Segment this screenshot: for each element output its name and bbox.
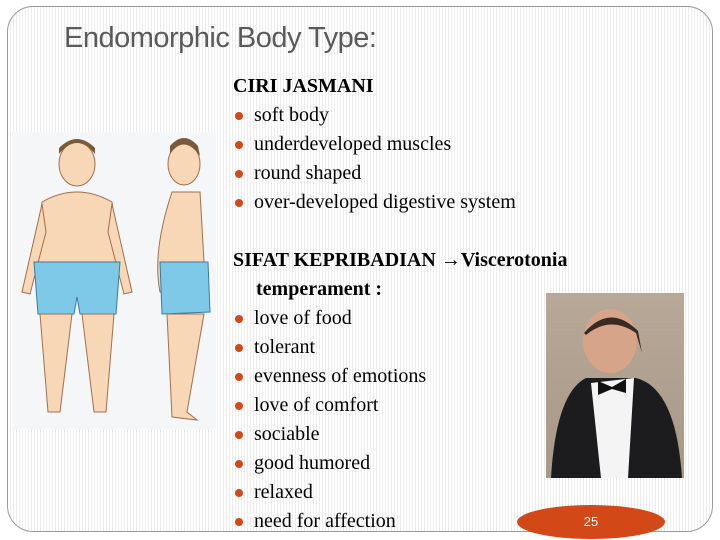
list-item: love of food (233, 304, 633, 333)
bullet-icon (235, 373, 243, 381)
bullet-icon (235, 170, 243, 178)
list-item: underdeveloped muscles (233, 130, 633, 159)
page-number-badge: 25 (517, 505, 665, 539)
list-item: soft body (233, 101, 633, 130)
endomorph-person-photo (546, 293, 684, 478)
list-item: evenness of emotions (233, 362, 633, 391)
sifat-kepribadian-heading: SIFAT KEPRIBADIAN →Viscerotonia (233, 249, 568, 271)
bullet-icon (235, 402, 243, 410)
list-item: love of comfort (233, 391, 633, 420)
bullet-icon (235, 431, 243, 439)
list-item: relaxed (233, 478, 633, 507)
ciri-jasmani-heading: CIRI JASMANI (233, 75, 374, 97)
bullet-icon (235, 460, 243, 468)
sifat-kepribadian-heading-cont: temperament : (256, 278, 383, 300)
bullet-icon (235, 141, 243, 149)
bullet-icon (235, 315, 243, 323)
bullet-icon (235, 518, 243, 526)
bullet-icon (235, 489, 243, 497)
list-item: round shaped (233, 159, 633, 188)
list-item: good humored (233, 449, 633, 478)
bullet-icon (235, 344, 243, 352)
list-item: tolerant (233, 333, 633, 362)
bullet-icon (235, 199, 243, 207)
bullet-icon (235, 112, 243, 120)
endomorph-body-illustration (12, 132, 216, 430)
physical-traits-list (233, 101, 633, 217)
list-item: need for affection (233, 507, 633, 536)
list-item: over-developed digestive system (233, 188, 633, 217)
slide-title: Endomorphic Body Type: (64, 22, 377, 54)
list-item: sociable (233, 420, 633, 449)
